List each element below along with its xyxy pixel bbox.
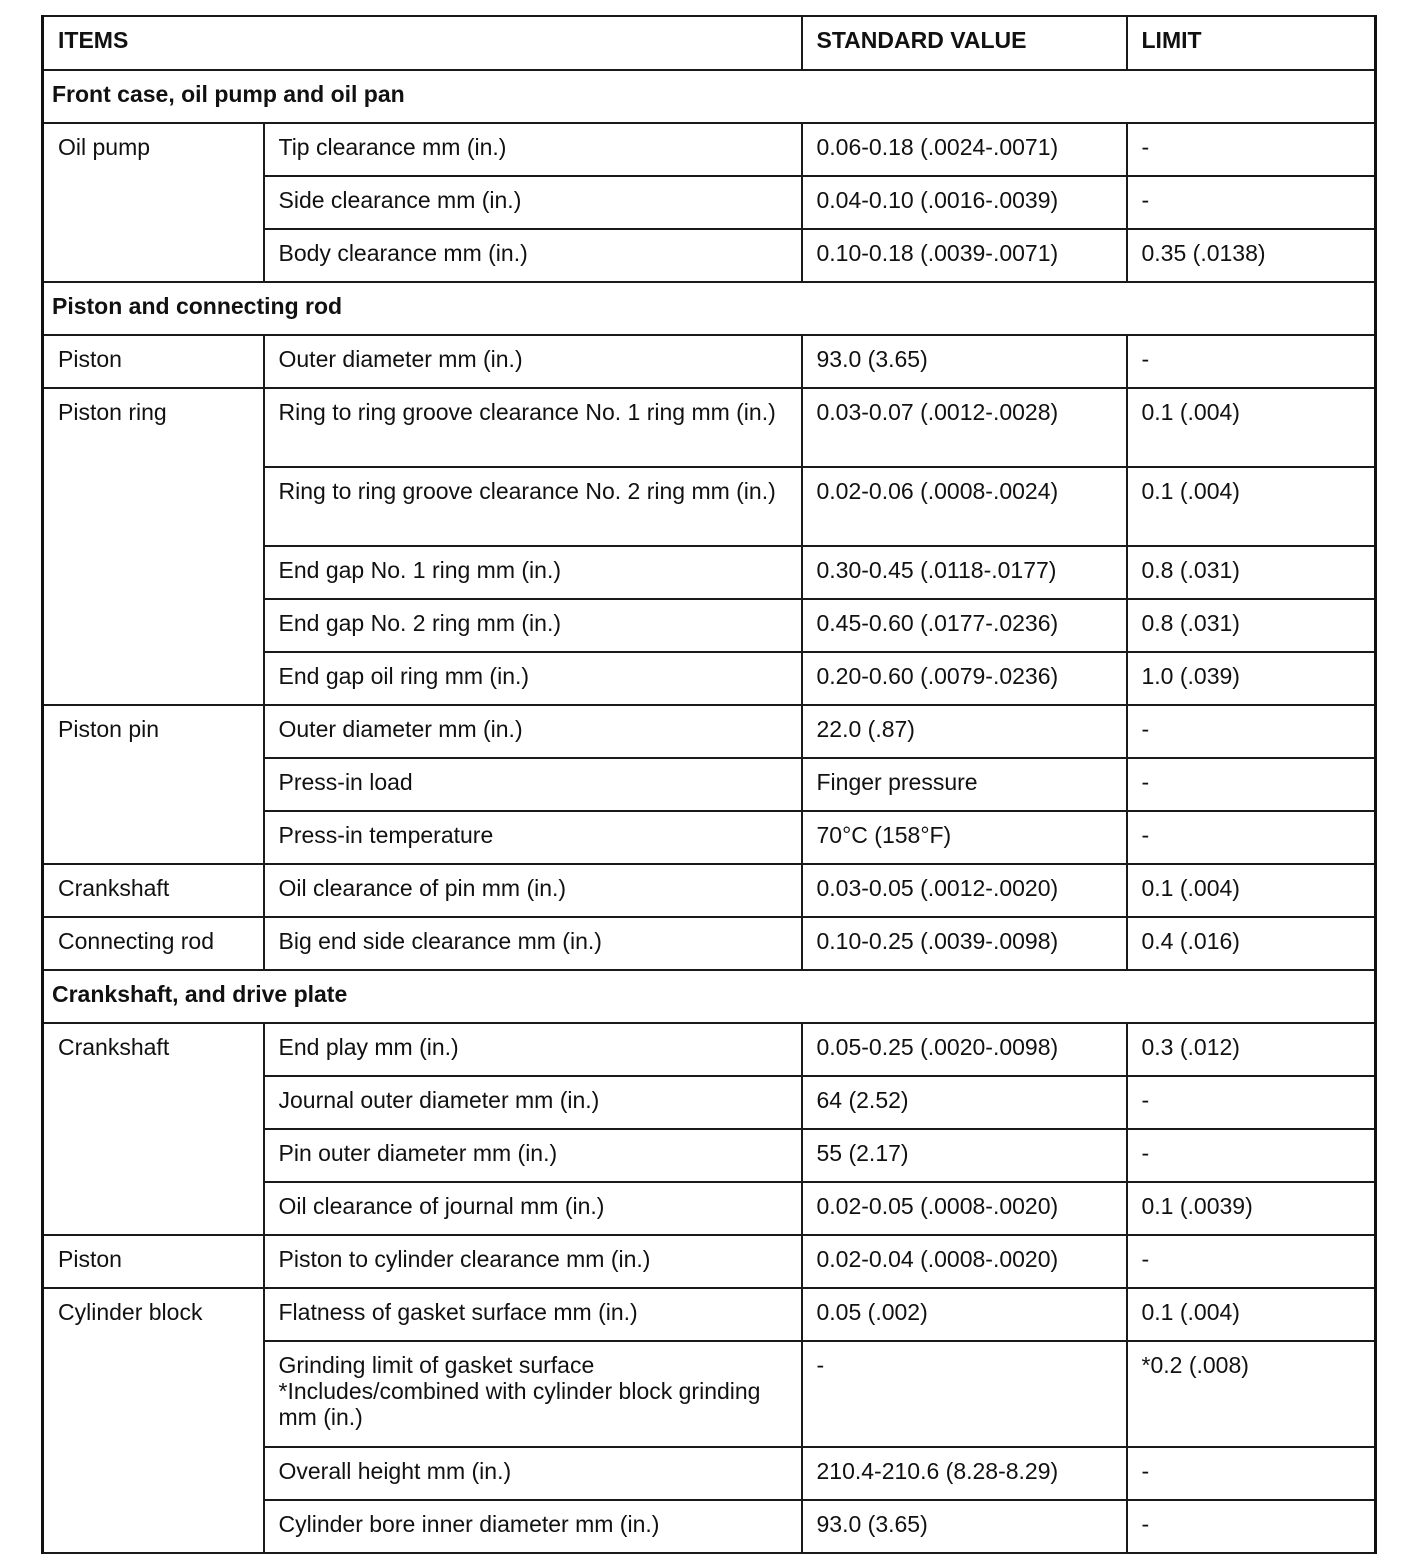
standard-value-cell: 0.45-0.60 (.0177-.0236): [802, 599, 1127, 652]
limit-cell: 0.1 (.004): [1127, 467, 1376, 546]
table-row: [43, 388, 1376, 467]
limit-cell: -: [1127, 1447, 1376, 1500]
standard-value-cell: 0.10-0.18 (.0039-.0071): [802, 229, 1127, 282]
limit-cell: 0.1 (.004): [1127, 1288, 1376, 1341]
group-name: Piston ring: [43, 388, 264, 705]
header-row: [43, 16, 1376, 70]
header-items: ITEMS: [43, 16, 802, 70]
group-name: Piston: [43, 1235, 264, 1288]
standard-value-cell: 0.05-0.25 (.0020-.0098): [802, 1023, 1127, 1076]
standard-value-cell: 0.03-0.05 (.0012-.0020): [802, 864, 1127, 917]
table-row: [43, 335, 1376, 388]
standard-value-cell: 0.30-0.45 (.0118-.0177): [802, 546, 1127, 599]
limit-cell: 0.1 (.004): [1127, 388, 1376, 467]
limit-cell: 0.3 (.012): [1127, 1023, 1376, 1076]
item-cell: Tip clearance mm (in.): [264, 123, 802, 176]
item-cell: Oil clearance of journal mm (in.): [264, 1182, 802, 1235]
table-body: [43, 70, 1376, 1553]
group-name: Crankshaft: [43, 1023, 264, 1235]
limit-cell: -: [1127, 811, 1376, 864]
item-cell: End play mm (in.): [264, 1023, 802, 1076]
table-row: [43, 1023, 1376, 1076]
group-name: Piston: [43, 335, 264, 388]
item-cell: Press-in load: [264, 758, 802, 811]
section-row: [43, 282, 1376, 335]
standard-value-cell: 0.20-0.60 (.0079-.0236): [802, 652, 1127, 705]
table-row: [43, 705, 1376, 758]
limit-cell: 0.8 (.031): [1127, 599, 1376, 652]
group-name: Oil pump: [43, 123, 264, 282]
limit-cell: -: [1127, 1129, 1376, 1182]
limit-cell: 0.8 (.031): [1127, 546, 1376, 599]
group-name: Connecting rod: [43, 917, 264, 970]
group-name: Crankshaft: [43, 864, 264, 917]
limit-cell: -: [1127, 705, 1376, 758]
header-limit: LIMIT: [1127, 16, 1376, 70]
table-row: [43, 1235, 1376, 1288]
limit-cell: -: [1127, 1076, 1376, 1129]
item-cell: End gap oil ring mm (in.): [264, 652, 802, 705]
standard-value-cell: 70°C (158°F): [802, 811, 1127, 864]
limit-cell: -: [1127, 123, 1376, 176]
item-cell: Ring to ring groove clearance No. 1 ring mm (in.): [264, 388, 802, 467]
item-cell: Flatness of gasket surface mm (in.): [264, 1288, 802, 1341]
item-cell: End gap No. 1 ring mm (in.): [264, 546, 802, 599]
item-cell: Side clearance mm (in.): [264, 176, 802, 229]
item-cell: Outer diameter mm (in.): [264, 335, 802, 388]
standard-value-cell: Finger pressure: [802, 758, 1127, 811]
item-cell: Cylinder bore inner diameter mm (in.): [264, 1500, 802, 1553]
item-cell: Outer diameter mm (in.): [264, 705, 802, 758]
group-name: Cylinder block: [43, 1288, 264, 1553]
item-cell: End gap No. 2 ring mm (in.): [264, 599, 802, 652]
limit-cell: *0.2 (.008): [1127, 1341, 1376, 1447]
table-row: [43, 123, 1376, 176]
section-row: [43, 70, 1376, 123]
item-cell: Body clearance mm (in.): [264, 229, 802, 282]
item-cell: Grinding limit of gasket surface *Includes/combined with cylinder block grinding mm (in.): [264, 1341, 802, 1447]
standard-value-cell: 0.02-0.06 (.0008-.0024): [802, 467, 1127, 546]
limit-cell: 1.0 (.039): [1127, 652, 1376, 705]
standard-value-cell: 0.05 (.002): [802, 1288, 1127, 1341]
table-row: [43, 1288, 1376, 1341]
limit-cell: -: [1127, 335, 1376, 388]
standard-value-cell: 93.0 (3.65): [802, 1500, 1127, 1553]
standard-value-cell: 0.02-0.04 (.0008-.0020): [802, 1235, 1127, 1288]
table-header: [43, 16, 1376, 70]
standard-value-cell: 0.02-0.05 (.0008-.0020): [802, 1182, 1127, 1235]
item-cell: Ring to ring groove clearance No. 2 ring mm (in.): [264, 467, 802, 546]
group-name: Piston pin: [43, 705, 264, 864]
standard-value-cell: 210.4-210.6 (8.28-8.29): [802, 1447, 1127, 1500]
section-row: [43, 970, 1376, 1023]
standard-value-cell: 22.0 (.87): [802, 705, 1127, 758]
limit-cell: -: [1127, 758, 1376, 811]
item-cell: Journal outer diameter mm (in.): [264, 1076, 802, 1129]
item-cell: Piston to cylinder clearance mm (in.): [264, 1235, 802, 1288]
limit-cell: -: [1127, 1235, 1376, 1288]
standard-value-cell: 0.03-0.07 (.0012-.0028): [802, 388, 1127, 467]
item-cell: Big end side clearance mm (in.): [264, 917, 802, 970]
table-row: [43, 917, 1376, 970]
standard-value-cell: 0.06-0.18 (.0024-.0071): [802, 123, 1127, 176]
section-title: Piston and connecting rod: [43, 282, 1376, 335]
standard-value-cell: -: [802, 1341, 1127, 1447]
limit-cell: -: [1127, 1500, 1376, 1553]
item-cell: Overall height mm (in.): [264, 1447, 802, 1500]
section-title: Crankshaft, and drive plate: [43, 970, 1376, 1023]
section-title: Front case, oil pump and oil pan: [43, 70, 1376, 123]
spec-table: [41, 15, 1377, 1554]
header-standard-value: STANDARD VALUE: [802, 16, 1127, 70]
limit-cell: 0.4 (.016): [1127, 917, 1376, 970]
standard-value-cell: 55 (2.17): [802, 1129, 1127, 1182]
standard-value-cell: 93.0 (3.65): [802, 335, 1127, 388]
item-cell: Press-in temperature: [264, 811, 802, 864]
limit-cell: 0.1 (.004): [1127, 864, 1376, 917]
item-cell: Oil clearance of pin mm (in.): [264, 864, 802, 917]
table-row: [43, 864, 1376, 917]
standard-value-cell: 64 (2.52): [802, 1076, 1127, 1129]
standard-value-cell: 0.10-0.25 (.0039-.0098): [802, 917, 1127, 970]
item-cell: Pin outer diameter mm (in.): [264, 1129, 802, 1182]
standard-value-cell: 0.04-0.10 (.0016-.0039): [802, 176, 1127, 229]
limit-cell: -: [1127, 176, 1376, 229]
limit-cell: 0.35 (.0138): [1127, 229, 1376, 282]
limit-cell: 0.1 (.0039): [1127, 1182, 1376, 1235]
